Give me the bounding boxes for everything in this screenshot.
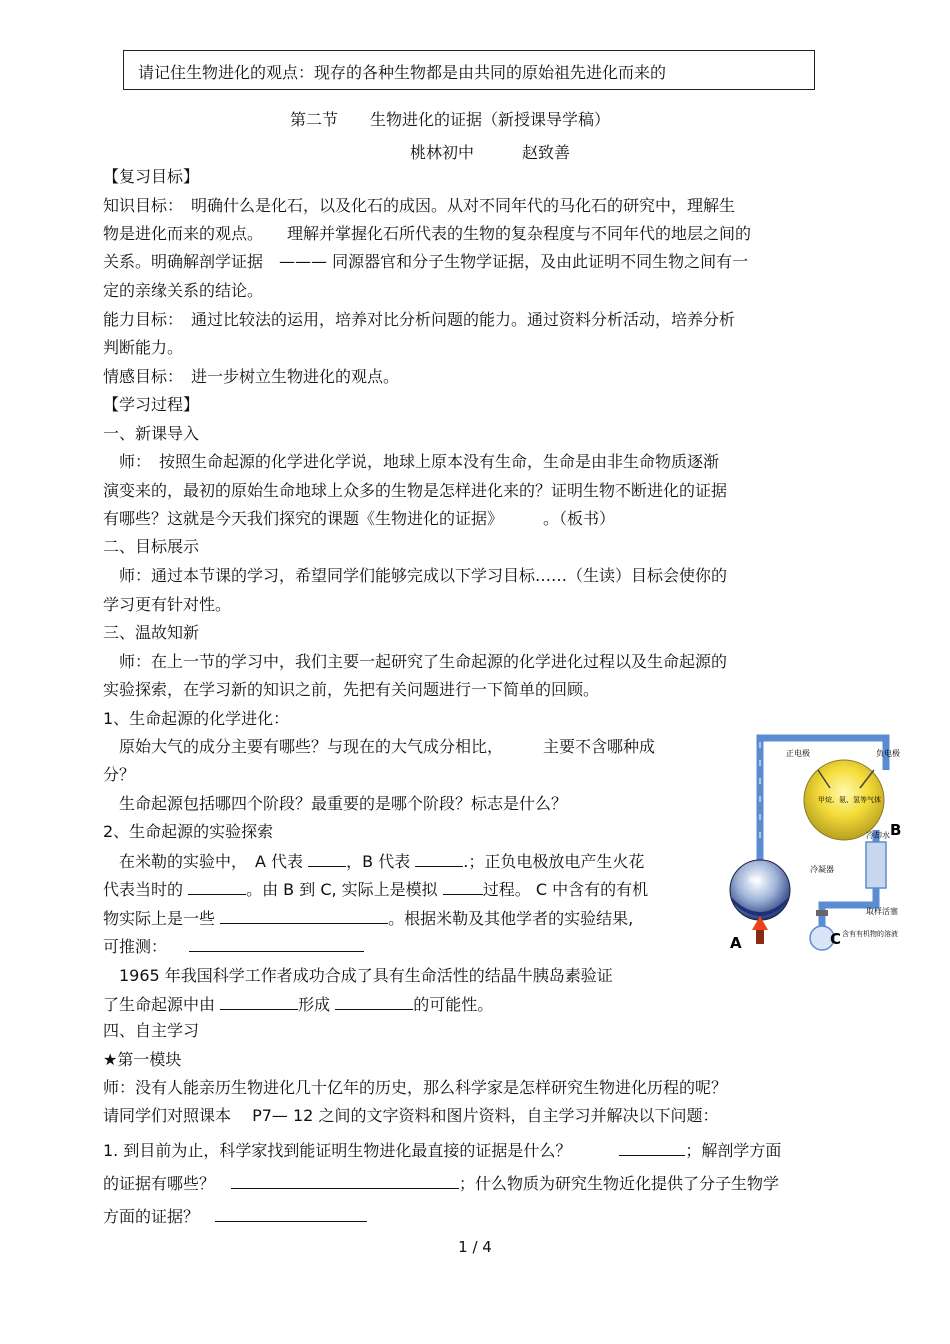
blank-inference[interactable] bbox=[189, 936, 364, 952]
heading-intro: 一、新课导入 bbox=[103, 424, 200, 443]
condenser-shape bbox=[866, 842, 886, 888]
miller-line-4: 可推测： bbox=[103, 936, 364, 957]
section-process: 【学习过程】 bbox=[103, 395, 200, 414]
miller-line-2: 代表当时的 。由 B 到 C, 实际上是模拟 过程。 C 中含有的有机 bbox=[103, 880, 649, 899]
task-para-2: 请同学们对照课本 P7— 12 之间的文字资料和图片资料，自主学习并解决以下问题： bbox=[103, 1106, 719, 1125]
review-para-2: 实验探索，在学习新的知识之前，先把有关问题进行一下简单的回顾。 bbox=[103, 680, 600, 699]
goals-para-1: 师：通过本节课的学习，希望同学们能够完成以下学习目标……（生读）目标会使你的 bbox=[103, 566, 728, 585]
lesson-title: 第二节 生物进化的证据（新授课导学稿） bbox=[290, 110, 611, 129]
miller-line-1: 在米勒的实验中， A 代表 ，B 代表 .；正负电极放电产生火花 bbox=[103, 852, 645, 871]
blank-process[interactable] bbox=[443, 879, 483, 895]
intro-para-2: 演变来的，最初的原始生命地球上众多的生物是怎样进化来的？证明生物不断进化的证据 bbox=[103, 481, 728, 500]
page-number: 1 / 4 bbox=[458, 1238, 492, 1256]
label-sampling: 取样活塞 bbox=[866, 907, 898, 916]
goals-para-2: 学习更有针对性。 bbox=[103, 595, 232, 614]
banner-box bbox=[123, 50, 815, 90]
question-1c: 生命起源包括哪四个阶段？最重要的是哪个阶段？标志是什么？ bbox=[103, 794, 568, 813]
label-b: B bbox=[890, 821, 902, 839]
miller-line-3: 物实际上是一些 。根据米勒及其他学者的实验结果, bbox=[103, 909, 634, 928]
blank-organics[interactable] bbox=[220, 908, 388, 924]
label-a: A bbox=[730, 934, 742, 952]
blank-anatomy[interactable] bbox=[231, 1173, 459, 1189]
question-1b: 分？ bbox=[103, 765, 136, 784]
knowledge-goal-1: 知识目标： 明确什么是化石，以及化石的成因。从对不同年代的马化石的研究中，理解生 bbox=[103, 196, 736, 215]
intro-para-3: 有哪些？这就是今天我们探究的课题《生物进化的证据》 。（板书） bbox=[103, 509, 616, 528]
blank-conditions[interactable] bbox=[188, 879, 246, 895]
task-para-1: 师：没有人能亲历生物进化几十亿年的历史，那么科学家是怎样研究生物进化历程的呢？ bbox=[103, 1078, 728, 1097]
intro-para-1: 师： 按照生命起源的化学进化学说，地球上原本没有生命，生命是由非生命物质逐渐 bbox=[103, 452, 720, 471]
blank-molecular[interactable] bbox=[215, 1206, 367, 1222]
banner-text: 请记住生物进化的观点：现存的各种生物都是由共同的原始祖先进化而来的 bbox=[138, 63, 667, 82]
question-1-heading: 1、生命起源的化学进化： bbox=[103, 709, 290, 728]
knowledge-goal-4: 定的亲缘关系的结论。 bbox=[103, 281, 264, 300]
label-cooling-water: 冷却水 bbox=[866, 831, 890, 840]
task-question-3: 方面的证据？ bbox=[103, 1206, 367, 1227]
label-condenser: 冷凝器 bbox=[810, 865, 834, 874]
label-boiling-water: 沸水 bbox=[748, 876, 762, 884]
blank-direct-evidence[interactable] bbox=[619, 1140, 685, 1156]
blank-to[interactable] bbox=[335, 994, 413, 1010]
ability-goal-2: 判断能力。 bbox=[103, 338, 184, 357]
section-review: 【复习目标】 bbox=[103, 167, 200, 186]
heading-review: 三、温故知新 bbox=[103, 623, 200, 642]
question-2-heading: 2、生命起源的实验探索 bbox=[103, 822, 274, 841]
ability-goal-1: 能力目标： 通过比较法的运用，培养对比分析问题的能力。通过资料分析活动，培养分析 bbox=[103, 310, 736, 329]
blank-a[interactable] bbox=[308, 851, 346, 867]
module-1: ★第一模块 bbox=[103, 1050, 182, 1069]
sampling-valve-icon bbox=[816, 910, 828, 916]
miller-apparatus-figure bbox=[726, 730, 922, 960]
emotion-goal: 情感目标： 进一步树立生物进化的观点。 bbox=[103, 367, 400, 386]
task-question-2: 的证据有哪些？ ；什么物质为研究生物近化提供了分子生物学 bbox=[103, 1174, 780, 1193]
task-question-1: 1. 到目前为止，科学家找到能证明生物进化最直接的证据是什么？ ；解剖学方面 bbox=[103, 1141, 782, 1160]
flask-a bbox=[730, 860, 790, 920]
label-neg-electrode: 负电极 bbox=[876, 749, 900, 758]
author-line: 桃林初中 赵致善 bbox=[410, 143, 571, 162]
question-1a: 原始大气的成分主要有哪些？与现在的大气成分相比， 主要不含哪种成 bbox=[103, 737, 656, 756]
review-para-1: 师：在上一节的学习中，我们主要一起研究了生命起源的化学进化过程以及生命起源的 bbox=[103, 652, 728, 671]
blank-from[interactable] bbox=[220, 994, 298, 1010]
label-solution: 含有有机物的溶液 bbox=[842, 930, 898, 938]
knowledge-goal-2: 物是进化而来的观点。 理解并掌握化石所代表的生物的复杂程度与不同年代的地层之间的 bbox=[103, 224, 752, 243]
label-gases: 甲烷、氨、氢等气体 bbox=[818, 796, 881, 804]
label-pos-electrode: 正电极 bbox=[786, 749, 810, 758]
insulin-line: 1965 年我国科学工作者成功合成了具有生命活性的结晶牛胰岛素验证 bbox=[103, 966, 613, 985]
insulin-line-2: 了生命起源中由 形成 的可能性。 bbox=[103, 995, 494, 1014]
label-c: C bbox=[830, 930, 842, 948]
heading-goals: 二、目标展示 bbox=[103, 537, 200, 556]
knowledge-goal-3: 关系。明确解剖学证据 ——— 同源器官和分子生物学证据，及由此证明不同生物之间有一 bbox=[103, 252, 749, 271]
heading-self-study: 四、自主学习 bbox=[103, 1021, 200, 1040]
blank-b[interactable] bbox=[415, 851, 463, 867]
